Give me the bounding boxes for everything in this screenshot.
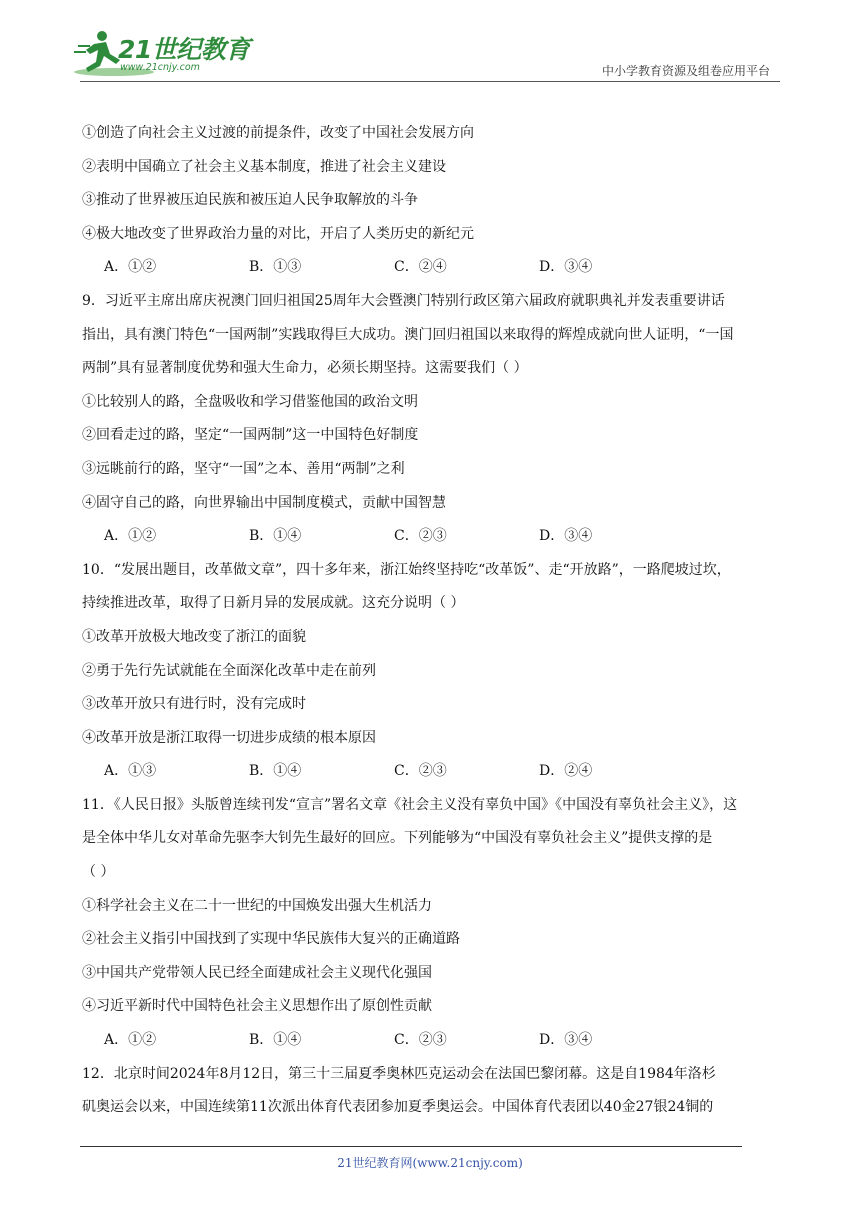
- header-platform-label: 中小学教育资源及组卷应用平台: [601, 64, 770, 78]
- text-line: ③改革开放只有进行时，没有完成时: [82, 696, 306, 713]
- text-line: ②表明中国确立了社会主义基本制度，推进了社会主义建设: [82, 158, 446, 175]
- answer-options-row: [82, 755, 782, 789]
- page-header: [0, 0, 860, 90]
- logo-url: www.21cnjy.com: [120, 62, 200, 73]
- answer-option: C．②③: [394, 763, 447, 780]
- answer-option: C．②③: [394, 528, 447, 545]
- answer-option: B．①④: [249, 763, 302, 780]
- answer-option: B．①③: [249, 259, 302, 276]
- text-line: ③远眺前行的路，坚守“一国”之本、善用“两制”之利: [82, 460, 405, 477]
- answer-option: C．②③: [394, 1032, 447, 1049]
- text-line: ①创造了向社会主义过渡的前提条件，改变了中国社会发展方向: [82, 125, 474, 141]
- answer-options-row: [82, 251, 782, 285]
- text-line: ④极大地改变了世界政治力量的对比，开启了人类历史的新纪元: [82, 225, 474, 242]
- answer-options-row: [82, 1024, 782, 1058]
- answer-option: B．①④: [249, 1032, 302, 1049]
- text-line: 11．《人民日报》头版曾连续刊发“宣言”署名文章《社会主义没有辜负中国》《中国没有辜负社会主义》，这: [82, 796, 738, 813]
- text-line: 持续推进改革，取得了日新月异的发展成就。这充分说明（ ）: [82, 595, 465, 612]
- answer-option: A．①②: [104, 528, 157, 545]
- text-line: 两制”具有显著制度优势和强大生命力，必须长期坚持。这需要我们（ ）: [82, 360, 528, 377]
- answer-option: D．③④: [539, 1032, 593, 1049]
- answer-option: A．①③: [104, 763, 157, 780]
- text-line: ①比较别人的路，全盘吸收和学习借鉴他国的政治文明: [82, 393, 418, 410]
- document-body: [82, 117, 782, 1125]
- answer-option: A．①②: [104, 259, 157, 276]
- text-line: ④习近平新时代中国特色社会主义思想作出了原创性贡献: [82, 998, 432, 1015]
- text-line: 12．北京时间2024年8月12日，第三十三届夏季奥林匹克运动会在法国巴黎闭幕。这是自1984年洛杉: [82, 1065, 716, 1082]
- text-line: ③中国共产党带领人民已经全面建成社会主义现代化强国: [82, 964, 432, 981]
- answer-option: B．①④: [249, 528, 302, 545]
- text-line: ②勇于先行先试就能在全面深化改革中走在前列: [82, 662, 376, 679]
- logo-text: 21世纪教育: [118, 35, 250, 64]
- text-line: ①科学社会主义在二十一世纪的中国焕发出强大生机活力: [82, 897, 432, 914]
- text-line: 10．“发展出题目，改革做文章”，四十多年来，浙江始终坚持吃“改革饭”、走“开放路”，一路爬坡过坎，: [82, 561, 731, 578]
- text-line: ②回看走过的路，坚定“一国两制”这一中国特色好制度: [82, 427, 419, 444]
- header-divider: [80, 81, 780, 82]
- text-line: 矶奥运会以来，中国连续第11次派出体育代表团参加夏季奥运会。中国体育代表团以40金27银24铜的: [82, 1099, 714, 1116]
- footer-source: 21世纪教育网(www.21cnjy.com): [337, 1156, 523, 1170]
- text-line: 指出，具有澳门特色“一国两制”实践取得巨大成功。澳门回归祖国以来取得的辉煌成就向世人证明，“一国: [82, 326, 734, 343]
- answer-option: C．②④: [394, 259, 447, 276]
- text-line: ③推动了世界被压迫民族和被压迫人民争取解放的斗争: [82, 192, 418, 209]
- text-line: 是全体中华儿女对革命先驱李大钊先生最好的回应。下列能够为“中国没有辜负社会主义”提供支撑的是: [82, 830, 713, 847]
- footer-divider: [80, 1146, 742, 1147]
- text-line: （ ）: [82, 864, 115, 881]
- text-line: ②社会主义指引中国找到了实现中华民族伟大复兴的正确道路: [82, 931, 460, 948]
- answer-option: D．②④: [539, 763, 593, 780]
- answer-options-row: [82, 520, 782, 554]
- text-line: ①改革开放极大地改变了浙江的面貌: [82, 628, 306, 645]
- answer-option: A．①②: [104, 1032, 157, 1049]
- answer-option: D．③④: [539, 528, 593, 545]
- text-line: 9．习近平主席出席庆祝澳门回归祖国25周年大会暨澳门特别行政区第六届政府就职典礼并发表重要讲话: [82, 292, 725, 309]
- text-line: ④固守自己的路，向世界输出中国制度模式，贡献中国智慧: [82, 494, 446, 511]
- text-line: ④改革开放是浙江取得一切进步成绩的根本原因: [82, 729, 376, 746]
- answer-option: D．③④: [539, 259, 593, 276]
